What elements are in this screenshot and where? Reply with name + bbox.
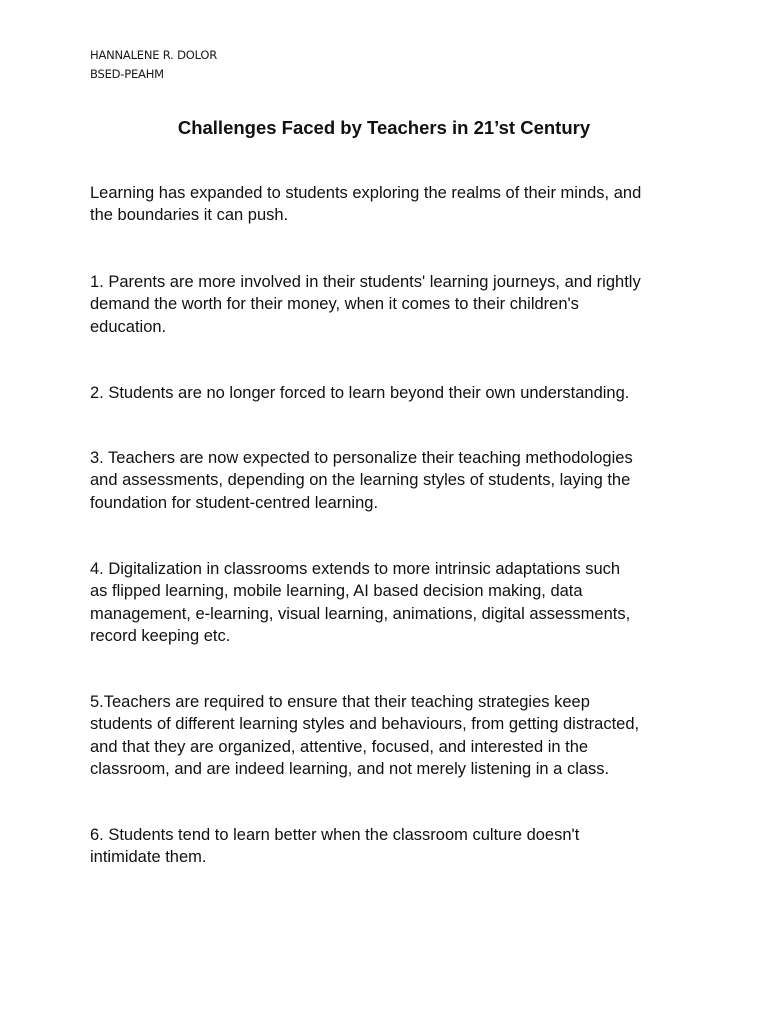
item-6-paragraph [90, 824, 690, 869]
paragraph-line: 3. Teachers are now expected to personalize their teaching methodologies [90, 449, 633, 467]
author-header [90, 46, 217, 84]
paragraph-line: the boundaries it can push. [90, 206, 289, 225]
paragraph-line: education. [90, 317, 167, 336]
paragraph-line: classroom, and are indeed learning, and not merely listening in a class. [90, 760, 610, 779]
paragraph-line: demand the worth for their money, when it comes to their children's [90, 295, 579, 314]
paragraph-line: and that they are organized, attentive, focused, and interested in the [90, 737, 589, 756]
paragraph-line: 2. Students are no longer forced to learn beyond their own understanding. [90, 384, 630, 402]
intro-paragraph [90, 182, 690, 227]
item-2-paragraph [90, 382, 690, 404]
paragraph-line: 6. Students tend to learn better when the classroom culture doesn't [90, 826, 580, 844]
paragraph-line: as flipped learning, mobile learning, AI based decision making, data [90, 582, 583, 601]
item-3-paragraph [90, 447, 690, 514]
paragraph-line: students of different learning styles and behaviours, from getting distracted, [90, 715, 640, 734]
paragraph-line: and assessments, depending on the learning styles of students, laying the [90, 471, 631, 490]
item-5-paragraph [90, 691, 690, 781]
paragraph-line: 4. Digitalization in classrooms extends to more intrinsic adaptations such [90, 560, 621, 578]
item-4-paragraph [90, 558, 690, 648]
item-1-paragraph [90, 271, 690, 338]
author-course: BSED-PEAHM [90, 67, 164, 81]
page-title: Challenges Faced by Teachers in 21’st Century [177, 117, 591, 138]
paragraph-line: record keeping etc. [90, 627, 231, 646]
paragraph-line: foundation for student-centred learning. [90, 493, 379, 512]
author-name: HANNALENE R. DOLOR [90, 48, 218, 62]
paragraph-line: 1. Parents are more involved in their students' learning journeys, and rightly [90, 273, 641, 291]
paragraph-line: Learning has expanded to students exploring the realms of their minds, and [90, 184, 642, 202]
paragraph-line: 5.Teachers are required to ensure that their teaching strategies keep [90, 693, 590, 711]
paragraph-line: intimidate them. [90, 848, 207, 867]
paragraph-line: management, e-learning, visual learning, animations, digital assessments, [90, 604, 631, 623]
